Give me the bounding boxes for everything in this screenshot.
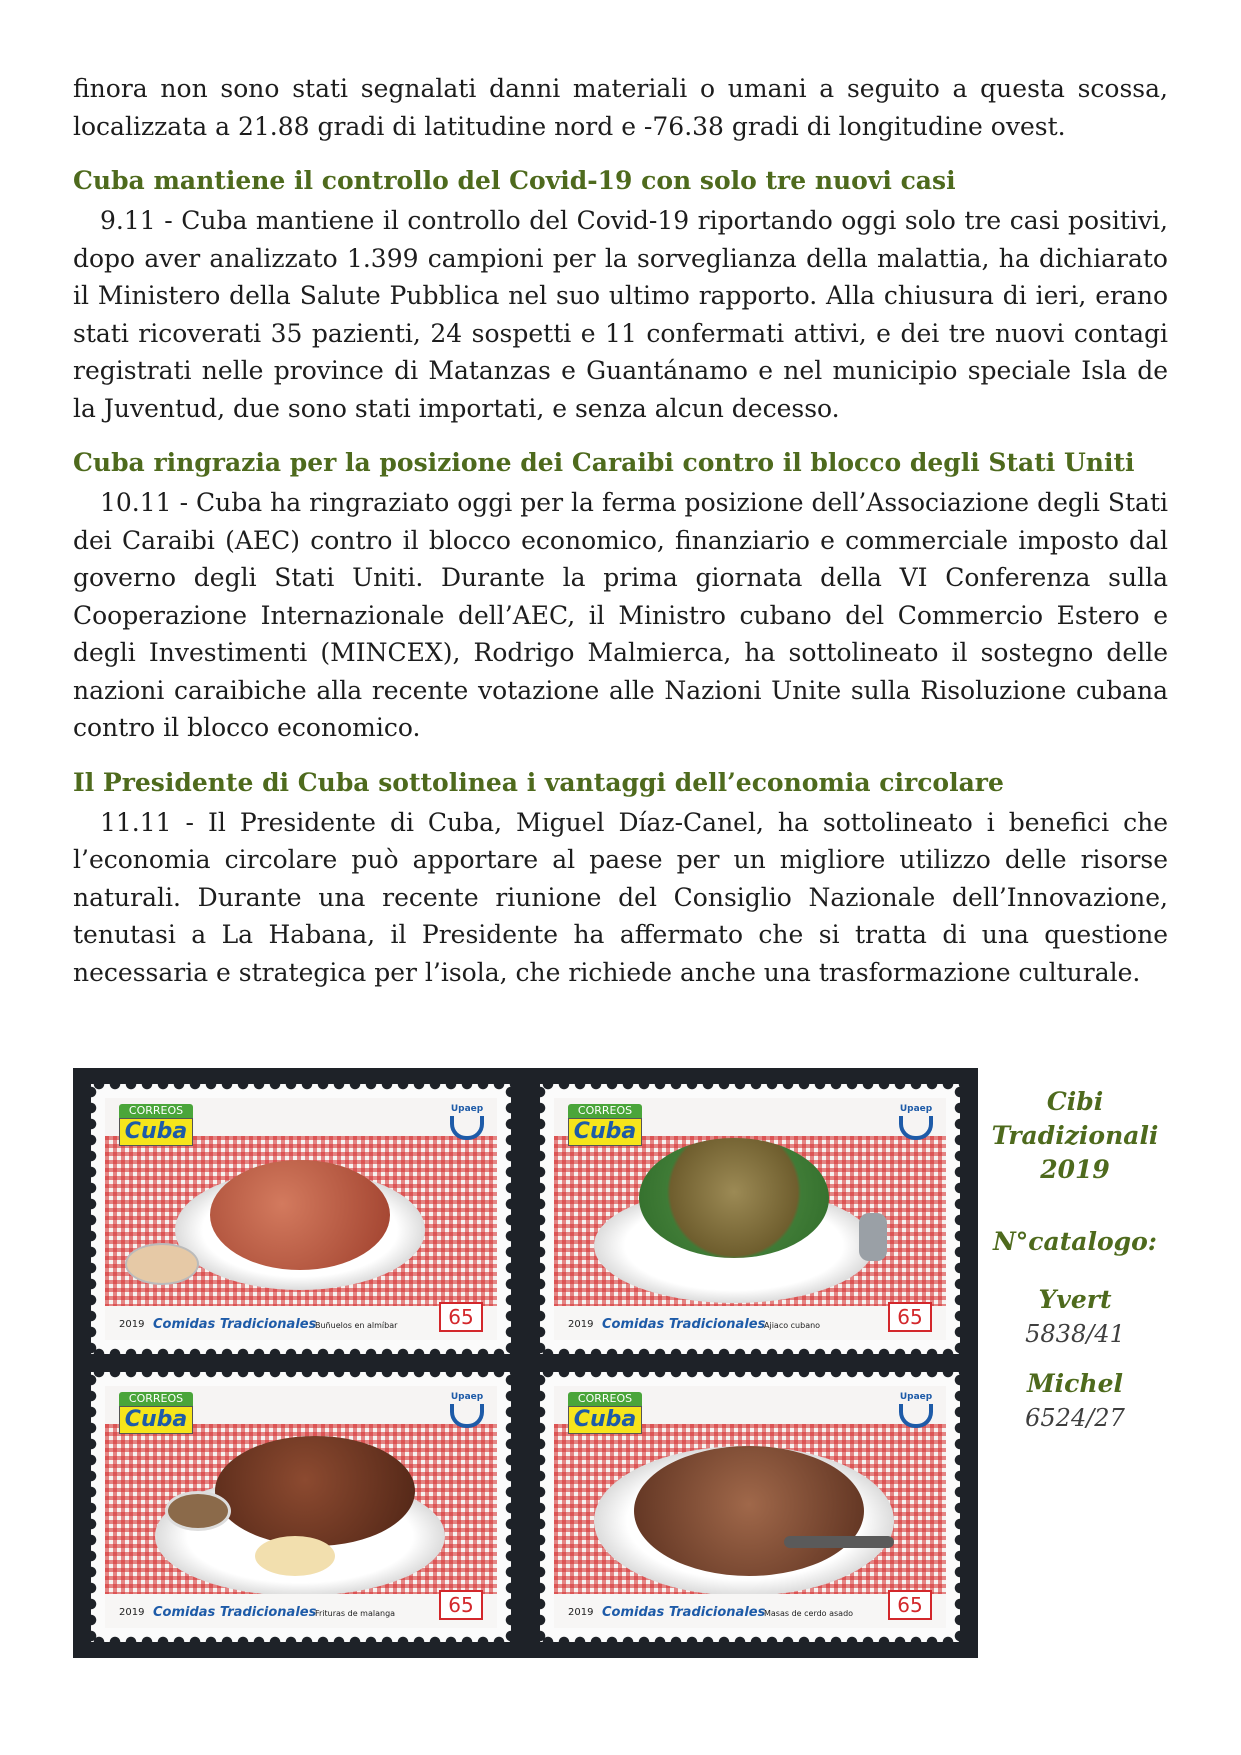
correos-cuba-logo: CORREOS Cuba: [119, 1392, 193, 1434]
food-illustration: [639, 1138, 829, 1258]
bread-illustration: [255, 1536, 335, 1576]
stamp-dish-name: Masas de cerdo asado: [764, 1609, 854, 1618]
stamp-series: Comidas Tradicionales: [153, 1605, 317, 1620]
section-text-caribbean: 10.11 - Cuba ha ringraziato oggi per la ferma posizione dell’Associazione degli Stati dei Caraibi (AEC) contro il blocco economico, finanziario e commerciale imposto dal governo degli Stati Uniti. Durante la prima giornata della VI Conferenza sulla Cooperazione Internazionale dell’AEC, il Ministro cubano del Commercio Estero e degli Investimenti (MINCEX), Rodrigo Malmierca, ha sottolineato il sostegno delle nazioni caraibiche alla recente votazione alle Nazioni Unite sulla Risoluzione cubana contro il blocco economico.: [73, 488, 1168, 742]
stamp-value: 65: [888, 1590, 932, 1620]
stamp-year: 2019: [119, 1607, 145, 1618]
stamp-ajiaco: [540, 1084, 960, 1354]
stamp-value: 65: [888, 1302, 932, 1332]
caption-title-line3: 2019: [1040, 1155, 1110, 1184]
stamp-value: 65: [439, 1590, 483, 1620]
section-text-covid: 9.11 - Cuba mantiene il controllo del Covid-19 riportando oggi solo tre casi positivi, dopo aver analizzato 1.399 campioni per la sorveglianza della malattia, ha dichiarato il Ministero della Salute Pubblica nel suo ultimo rapporto. Alla chiusura di ieri, erano stati ricoverati 35 pazienti, 24 sospetti e 11 confermati attivi, e dei tre nuovi contagi registrati nelle province di Matanzas e Guantánamo e nel municipio speciale Isla de la Juventud, due sono stati importati, e senza alcun decesso.: [73, 206, 1168, 423]
section-text-circular-economy: 11.11 - Il Presidente di Cuba, Miguel Díaz-Canel, ha sottolineato i benefici che l’economia circolare può apportare al paese per un migliore utilizzo delle risorse naturali. Durante una recente riunione del Consiglio Nazionale dell’Innovazione, tenutasi a La Habana, il Presidente ha affermato che si tratta di una questione necessaria e strategica per l’isola, che richiede anche una trasformazione culturale.: [73, 807, 1168, 987]
stamp-caption: [985, 1085, 1165, 1435]
caption-catalog-label: N°catalogo:: [992, 1227, 1158, 1256]
caption-yvert-label: Yvert: [1038, 1285, 1112, 1314]
upaep-logo: Upaep: [449, 1104, 485, 1148]
correos-cuba-logo: CORREOS Cuba: [119, 1104, 193, 1146]
stamp-artwork: [554, 1098, 946, 1340]
stamp-dish-name: Ajiaco cubano: [764, 1321, 821, 1330]
caption-yvert-number: 5838/41: [1025, 1320, 1125, 1348]
caption-michel-number: 6524/27: [1025, 1404, 1125, 1432]
stamp-value: 65: [439, 1302, 483, 1332]
intro-paragraph: finora non sono stati segnalati danni materiali o umani a seguito a questa scossa, localizzata a 21.88 gradi di latitudine nord e -76.38 gradi di longitudine ovest.: [73, 74, 1168, 141]
stamp-sheet: [73, 1068, 978, 1658]
bowl-illustration: [125, 1243, 199, 1285]
stamp-bunuelos: [91, 1084, 511, 1354]
section-heading-caribbean: Cuba ringrazia per la posizione dei Caraibi contro il blocco degli Stati Uniti: [73, 448, 1135, 477]
food-illustration: [215, 1436, 415, 1546]
stamp-dish-name: Frituras de malanga: [315, 1609, 396, 1618]
stamp-frituras: [91, 1372, 511, 1642]
food-illustration: [634, 1446, 864, 1576]
stamp-year: 2019: [568, 1319, 594, 1330]
section-heading-covid: Cuba mantiene il controllo del Covid-19 con solo tre nuovi casi: [73, 166, 956, 195]
stamp-series: Comidas Tradicionales: [602, 1605, 766, 1620]
stamp-artwork: [105, 1386, 497, 1628]
sauce-bowl-illustration: [165, 1491, 231, 1531]
correos-cuba-logo: CORREOS Cuba: [568, 1392, 642, 1434]
upaep-logo: Upaep: [449, 1392, 485, 1436]
upaep-logo: Upaep: [898, 1104, 934, 1148]
upaep-logo: Upaep: [898, 1392, 934, 1436]
stamp-series: Comidas Tradicionales: [602, 1317, 766, 1332]
section-heading-circular-economy: Il Presidente di Cuba sottolinea i vantaggi dell’economia circolare: [73, 767, 1004, 797]
salt-shaker-illustration: [859, 1213, 887, 1261]
article-column: [73, 70, 1168, 991]
food-illustration: [210, 1160, 390, 1270]
stamp-year: 2019: [119, 1319, 145, 1330]
caption-title-line1: Cibi: [1046, 1087, 1104, 1116]
caption-michel-label: Michel: [1027, 1369, 1123, 1398]
caption-title-line2: Tradizionali: [991, 1121, 1159, 1150]
stamp-artwork: [105, 1098, 497, 1340]
correos-cuba-logo: CORREOS Cuba: [568, 1104, 642, 1146]
stamp-series: Comidas Tradicionales: [153, 1317, 317, 1332]
stamp-dish-name: Buñuelos en almíbar: [315, 1321, 398, 1330]
stamp-artwork: [554, 1386, 946, 1628]
stamp-masas-cerdo: [540, 1372, 960, 1642]
knife-illustration: [784, 1536, 894, 1548]
stamp-year: 2019: [568, 1607, 594, 1618]
